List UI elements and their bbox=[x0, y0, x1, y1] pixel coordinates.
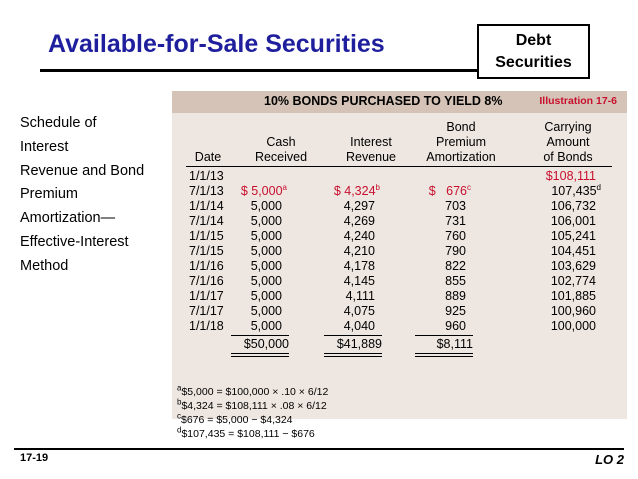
premium-value: 760 bbox=[445, 229, 466, 243]
footnote-marker: a bbox=[282, 182, 287, 192]
interest-cell bbox=[344, 229, 380, 244]
premium-cell bbox=[445, 289, 471, 304]
side-caption-line: Effective-Interest bbox=[20, 233, 129, 250]
footnote-mark: d bbox=[177, 425, 182, 435]
column-header-cash: Received bbox=[254, 150, 308, 164]
carrying-value: 102,774 bbox=[550, 274, 596, 288]
footnote-text: $107,435 = $108,111 − $676 bbox=[181, 428, 315, 440]
carrying-value: 100,000 bbox=[550, 319, 596, 333]
interest-cell bbox=[344, 244, 380, 259]
interest-value: 4,178 bbox=[343, 259, 375, 273]
column-header-interest: Revenue bbox=[345, 150, 397, 164]
carrying-cell bbox=[551, 319, 601, 334]
premium-cell bbox=[445, 319, 471, 334]
carrying-cell bbox=[551, 304, 601, 319]
interest-cell bbox=[344, 319, 380, 334]
premium-value: 731 bbox=[445, 214, 466, 228]
footnote-marker: d bbox=[596, 182, 601, 192]
date-cell: 7/1/16 bbox=[189, 274, 224, 288]
illustration-table-panel bbox=[172, 91, 627, 419]
column-header-carrying: Carrying bbox=[544, 120, 592, 134]
premium-cell bbox=[445, 304, 471, 319]
cash-cell bbox=[241, 184, 287, 199]
premium-subtotal-rule bbox=[415, 335, 473, 336]
cash-cell bbox=[251, 274, 287, 289]
interest-value: 4,111 bbox=[345, 289, 375, 303]
cash-cell bbox=[251, 259, 287, 274]
date-cell: 7/1/17 bbox=[189, 304, 224, 318]
side-caption bbox=[20, 112, 170, 279]
side-caption-line: Method bbox=[20, 257, 69, 274]
premium-value: 703 bbox=[445, 199, 466, 213]
carrying-value: 105,241 bbox=[550, 229, 596, 243]
carrying-cell bbox=[551, 274, 601, 289]
cash-total-double-rule bbox=[231, 353, 289, 357]
side-caption-line: Schedule of bbox=[20, 115, 97, 131]
carrying-value: 106,001 bbox=[550, 214, 596, 228]
premium-total: $8,111 bbox=[436, 337, 473, 351]
topic-box bbox=[477, 24, 590, 79]
side-caption-line: Premium bbox=[20, 186, 79, 203]
footnote-line bbox=[177, 427, 328, 441]
topic-box-line2: Securities bbox=[495, 53, 572, 71]
footnote-line bbox=[177, 385, 328, 399]
column-header-cash: Cash bbox=[266, 135, 296, 149]
column-header-carrying: Amount bbox=[546, 135, 590, 149]
premium-cell bbox=[429, 184, 471, 199]
interest-total-double-rule bbox=[324, 353, 382, 357]
carrying-value: $108,111 bbox=[545, 169, 596, 183]
interest-total: $41,889 bbox=[336, 337, 382, 351]
footnote-mark: b bbox=[177, 397, 182, 407]
cash-value: 5,000 bbox=[250, 229, 282, 243]
cash-cell bbox=[251, 289, 287, 304]
learning-objective-tag: LO 2 bbox=[595, 452, 624, 467]
date-cell: 7/1/13 bbox=[189, 184, 224, 198]
interest-cell bbox=[334, 184, 380, 199]
interest-cell bbox=[344, 304, 380, 319]
carrying-cell bbox=[551, 184, 601, 199]
column-header-interest: Interest bbox=[350, 135, 392, 149]
premium-cell bbox=[445, 229, 471, 244]
column-header-carrying: of Bonds bbox=[543, 150, 593, 164]
interest-cell bbox=[346, 289, 380, 304]
cash-cell bbox=[251, 244, 287, 259]
cash-value: 5,000 bbox=[250, 289, 282, 303]
interest-subtotal-rule bbox=[324, 335, 382, 336]
cash-subtotal-rule bbox=[231, 335, 289, 336]
table-title: 10% BONDS PURCHASED TO YIELD 8% bbox=[264, 94, 503, 108]
carrying-cell bbox=[551, 199, 601, 214]
cash-value: 5,000 bbox=[250, 259, 282, 273]
side-caption-line: Interest bbox=[20, 138, 69, 155]
side-caption-line: Revenue and Bond bbox=[20, 162, 145, 179]
footnote-text: $676 = $5,000 − $4,324 bbox=[181, 414, 293, 426]
footnote-mark: a bbox=[177, 383, 182, 393]
premium-value: 889 bbox=[445, 289, 466, 303]
interest-value: $ 4,324 bbox=[333, 184, 376, 198]
cash-value: 5,000 bbox=[250, 244, 282, 258]
interest-value: 4,210 bbox=[343, 244, 375, 258]
interest-cell bbox=[344, 274, 380, 289]
premium-cell bbox=[445, 274, 471, 289]
carrying-cell bbox=[551, 214, 601, 229]
interest-value: 4,145 bbox=[343, 274, 375, 288]
footnote-line bbox=[177, 399, 328, 413]
cash-cell bbox=[251, 229, 287, 244]
premium-cell bbox=[445, 244, 471, 259]
cash-total: $50,000 bbox=[243, 337, 289, 351]
premium-value: 822 bbox=[445, 259, 466, 273]
date-cell: 1/1/15 bbox=[189, 229, 224, 243]
date-cell: 1/1/16 bbox=[189, 259, 224, 273]
carrying-value: 107,435 bbox=[551, 184, 597, 198]
column-header-premium: Bond bbox=[446, 120, 476, 134]
carrying-cell bbox=[551, 229, 601, 244]
cash-cell bbox=[251, 304, 287, 319]
date-cell: 1/1/17 bbox=[189, 289, 224, 303]
premium-total-double-rule bbox=[415, 353, 473, 357]
premium-value: 855 bbox=[445, 274, 466, 288]
premium-value: 960 bbox=[445, 319, 466, 333]
cash-value: 5,000 bbox=[250, 214, 282, 228]
interest-value: 4,269 bbox=[343, 214, 375, 228]
topic-box-line1: Debt bbox=[515, 31, 552, 49]
footnote-mark: c bbox=[177, 411, 181, 421]
header-rule bbox=[186, 166, 612, 167]
slide-number: 17-19 bbox=[20, 452, 49, 464]
cash-cell bbox=[251, 199, 287, 214]
date-cell: 7/1/14 bbox=[189, 214, 224, 228]
carrying-cell bbox=[546, 169, 601, 184]
footnote-marker: c bbox=[467, 182, 471, 192]
cash-cell bbox=[251, 319, 287, 334]
footnote-line bbox=[177, 413, 328, 427]
carrying-cell bbox=[551, 259, 601, 274]
carrying-value: 103,629 bbox=[550, 259, 596, 273]
column-header-premium: Amortization bbox=[426, 150, 496, 164]
footnote-text: $4,324 = $108,111 × .08 × 6/12 bbox=[181, 400, 327, 412]
cash-cell bbox=[251, 214, 287, 229]
footer-rule bbox=[14, 448, 624, 450]
premium-value: 790 bbox=[445, 244, 466, 258]
cash-value: 5,000 bbox=[250, 199, 282, 213]
slide-title: Available-for-Sale Securities bbox=[48, 30, 385, 58]
carrying-cell bbox=[551, 244, 601, 259]
carrying-cell bbox=[551, 289, 601, 304]
footnotes bbox=[177, 385, 328, 441]
carrying-value: 101,885 bbox=[550, 289, 596, 303]
cash-value: 5,000 bbox=[250, 274, 282, 288]
cash-value: 5,000 bbox=[250, 319, 282, 333]
premium-cell bbox=[445, 259, 471, 274]
cash-value: 5,000 bbox=[250, 304, 282, 318]
illustration-label: Illustration 17-6 bbox=[539, 95, 617, 107]
interest-cell bbox=[344, 259, 380, 274]
carrying-value: 100,960 bbox=[550, 304, 596, 318]
premium-cell bbox=[445, 199, 471, 214]
interest-value: 4,240 bbox=[343, 229, 375, 243]
premium-value: 925 bbox=[445, 304, 466, 318]
cash-value: $ 5,000 bbox=[240, 184, 283, 198]
carrying-value: 106,732 bbox=[550, 199, 596, 213]
premium-cell bbox=[445, 214, 471, 229]
interest-value: 4,075 bbox=[343, 304, 375, 318]
column-header-date: Date bbox=[194, 150, 222, 164]
footnote-text: $5,000 = $100,000 × .10 × 6/12 bbox=[181, 386, 329, 398]
interest-value: 4,040 bbox=[343, 319, 375, 333]
interest-value: 4,297 bbox=[343, 199, 375, 213]
side-caption-line: Amortization— bbox=[20, 210, 116, 227]
date-cell: 1/1/14 bbox=[189, 199, 224, 213]
date-cell: 1/1/18 bbox=[189, 319, 224, 333]
column-header-premium: Premium bbox=[435, 135, 486, 149]
footnote-marker: b bbox=[375, 182, 380, 192]
premium-value: $ 676 bbox=[428, 184, 467, 198]
carrying-value: 104,451 bbox=[550, 244, 596, 258]
interest-cell bbox=[344, 214, 380, 229]
interest-cell bbox=[344, 199, 380, 214]
date-cell: 1/1/13 bbox=[189, 169, 224, 183]
date-cell: 7/1/15 bbox=[189, 244, 224, 258]
